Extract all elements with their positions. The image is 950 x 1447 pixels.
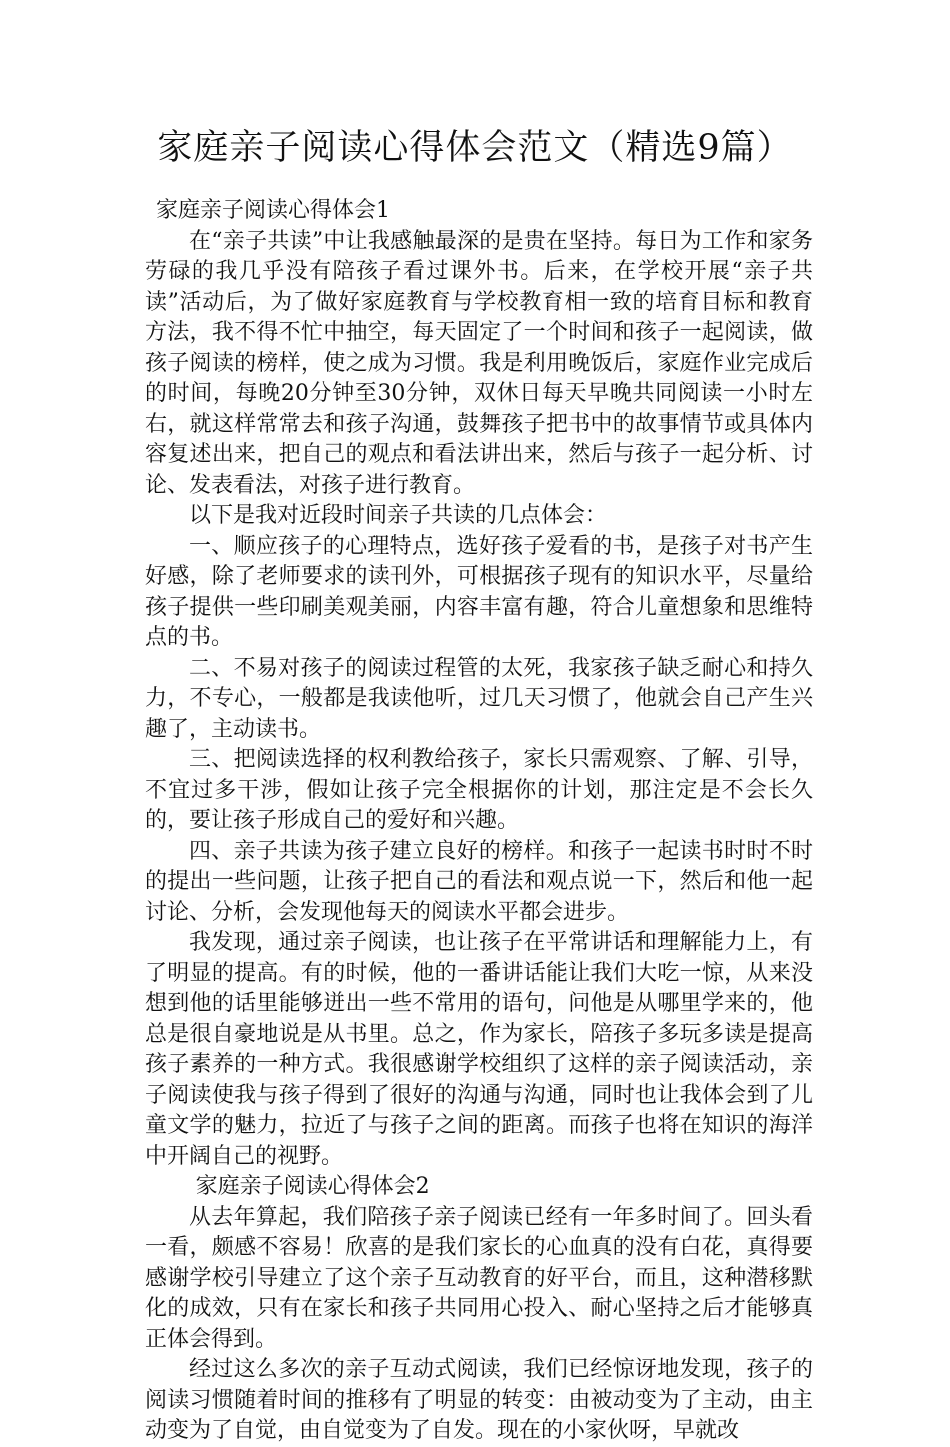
document-body [145, 196, 813, 1447]
paragraph: 以下是我对近段时间亲子共读的几点体会： [189, 503, 608, 528]
paragraph: 三、把阅读选择的权利教给孩子，家长只需观察、了解、引导，不宜过多干涉，假如让孩子完全根据你的计划，那注定是不会长久的，要让孩子形成自己的爱好和兴趣。 [145, 747, 813, 833]
section-heading: 家庭亲子阅读心得体会1 [156, 198, 390, 223]
paragraph: 我发现，通过亲子阅读，也让孩子在平常讲话和理解能力上，有了明显的提高。有的时候，他的一番讲话能让我们大吃一惊，从来没想到他的话里能够迸出一些不常用的语句，问他是从哪里学来的，他总是很自豪地说是从书里。总之，作为家长，陪孩子多玩多读是提高孩子素养的一种方式。我很感谢学校组织了这样的亲子阅读活动，亲子阅读使我与孩子得到了很好的沟通与沟通，同时也让我体会到了儿童文学的魅力，拉近了与孩子之间的距离。而孩子也将在知识的海洋中开阔自己的视野。 [145, 930, 813, 1169]
paragraph: 从去年算起，我们陪孩子亲子阅读已经有一年多时间了。回头看一看，颇感不容易！欣喜的是我们家长的心血真的没有白花，真得要感谢学校引导建立了这个亲子互动教育的好平台，而且，这种潜移默化的成效，只有在家长和孩子共同用心投入、耐心坚持之后才能够真正体会得到。 [145, 1204, 813, 1352]
paragraph: 四、亲子共读为孩子建立良好的榜样。和孩子一起读书时时不时的提出一些问题，让孩子把自己的看法和观点说一下，然后和他一起讨论、分析，会发现他每天的阅读水平都会进步。 [145, 838, 813, 925]
paragraph: 在“亲子共读”中让我感触最深的是贵在坚持。每日为工作和家务劳碌的我几乎没有陪孩子看过课外书。后来，在学校开展“亲子共读”活动后，为了做好家庭教育与学校教育相一致的培育目标和教育方法，我不得不忙中抽空，每天固定了一个时间和孩子一起阅读，做孩子阅读的榜样，使之成为习惯。我是利用晚饭后，家庭作业完成后的时间，每晚20分钟至30分钟，双休日每天早晚共同阅读一小时左右，就这样常常去和孩子沟通，鼓舞孩子把书中的故事情节或具体内容复述出来，把自己的观点和看法讲出来，然后与孩子一起分析、讨论、发表看法，对孩子进行教育。 [145, 228, 813, 498]
paragraph: 二、不易对孩子的阅读过程管的太死，我家孩子缺乏耐心和持久力，不专心，一般都是我读他听，过几天习惯了，他就会自己产生兴趣了，主动读书。 [145, 655, 813, 742]
document-title: 家庭亲子阅读心得体会范文（精选9篇） [157, 128, 793, 168]
section-heading: 家庭亲子阅读心得体会2 [195, 1174, 430, 1199]
paragraph: 经过这么多次的亲子互动式阅读，我们已经惊讶地发现，孩子的阅读习惯随着时间的推移有了明显的转变：由被动变为了主动，由主动变为了自觉，由自觉变为了自发。现在的小家伙呀，早就改 [145, 1357, 813, 1443]
paragraph: 一、顺应孩子的心理特点，选好孩子爱看的书，是孩子对书产生好感，除了老师要求的读刊外，可根据孩子现有的知识水平，尽量给孩子提供一些印刷美观美丽，内容丰富有趣，符合儿童想象和思维特点的书。 [145, 533, 813, 650]
